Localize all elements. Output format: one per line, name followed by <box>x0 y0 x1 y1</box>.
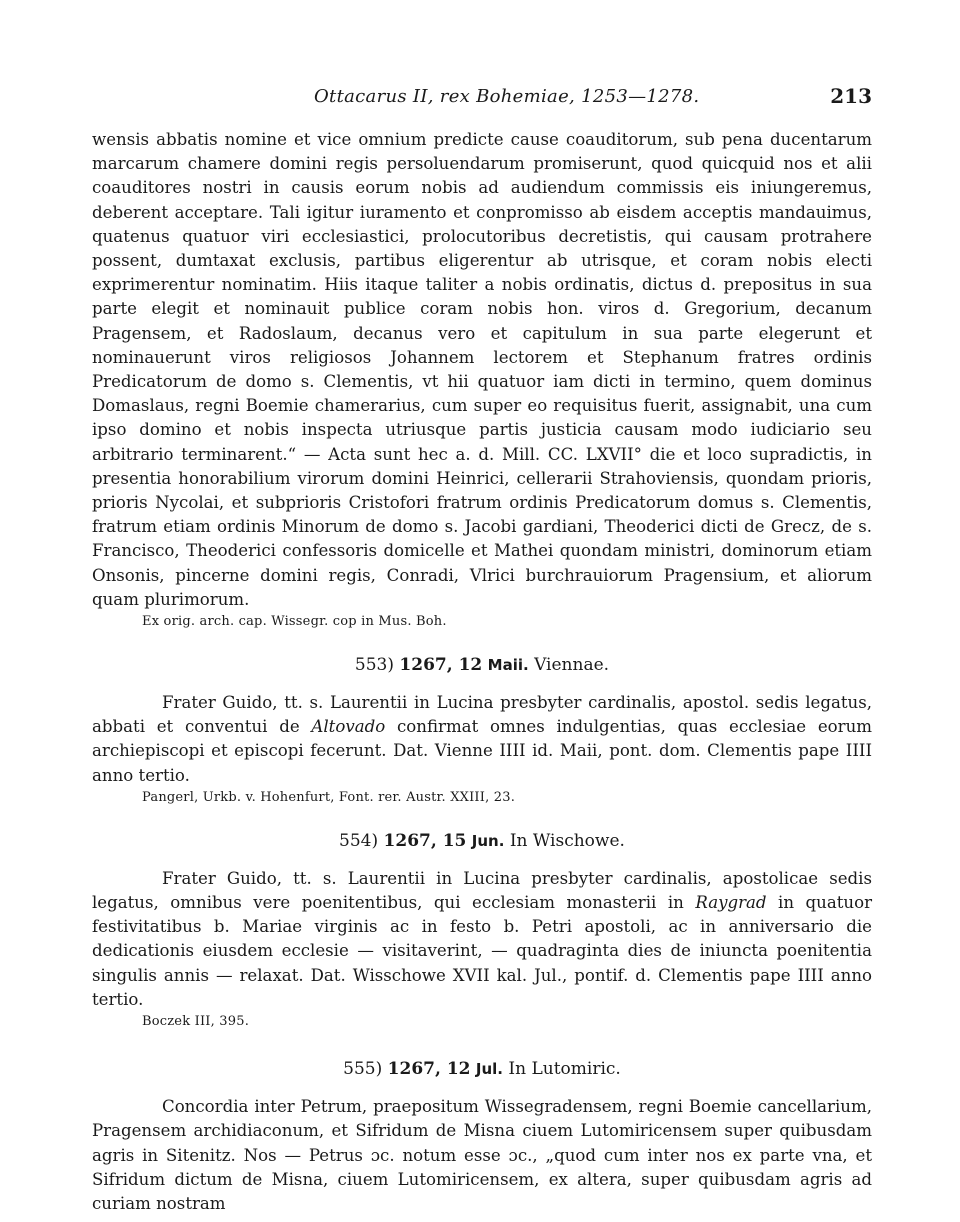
document-554-date: 1267, 15 <box>383 830 467 851</box>
page-number: 213 <box>830 84 872 108</box>
document-555-text: Concordia inter Petrum, praepositum Wissegradensem, regni Boemie cancellarium, Pragensem archidiaconum, et Sifridum de Misna ciuem Lutomiricensem super quibusdam agris in Sitenitz. Nos — Petrus ɔc. notum esse ɔc., „quod cum inter nos ex parte vna, et Sifridum dictum de Misna, ciuem Lutomiricensem, ex altera, super quibusdam agris ad curiam nostram <box>92 1097 872 1213</box>
document-555-heading <box>92 1057 872 1081</box>
document-554-place-name: Raygrad <box>695 893 767 913</box>
document-554-place: In Wischowe. <box>509 830 625 851</box>
document-554-source: Boczek III, 395. <box>142 1014 250 1030</box>
document-553-place: Viennae. <box>534 655 610 676</box>
document-552-source: Ex orig. arch. cap. Wissegr. cop in Mus. Boh. <box>142 614 447 630</box>
document-555-date: 1267, 12 <box>387 1059 471 1080</box>
document-553-month: Maii. <box>487 656 529 675</box>
document-554 <box>92 829 872 1031</box>
document-553 <box>92 653 872 807</box>
running-title: Ottacarus II, rex Bohemiae, 1253—1278. <box>314 86 700 107</box>
document-555-month: Jul. <box>475 1060 503 1079</box>
document-553-source: Pangerl, Urkb. v. Hohenfurt, Font. rer. Austr. XXIII, 23. <box>142 789 516 805</box>
running-header <box>92 86 872 112</box>
document-554-month: Jun. <box>471 831 505 850</box>
document-552 <box>92 128 872 631</box>
document-553-date: 1267, 12 <box>399 655 483 676</box>
document-553-number: 553) <box>354 655 395 676</box>
document-554-text-before: Frater Guido, tt. s. Laurentii in Lucina presbyter cardinalis, apostolicae sedis legatus, omnibus vere poenitentibus, qui ecclesiam monasterii in <box>92 868 872 913</box>
document-554-text <box>92 867 872 1012</box>
document-555-number: 555) <box>343 1059 383 1080</box>
document-553-text-before: Frater Guido, tt. s. Laurentii in Lucina presbyter cardinalis, apostol. sedis legatus, abbati et conventui de <box>92 693 872 737</box>
document-553-text <box>92 691 872 788</box>
document-555 <box>92 1057 872 1216</box>
document-552-text: wensis abbatis nomine et vice omnium predicte cause coauditorum, sub pena ducentarum marcarum chamere domini regis persoluendarum promiserunt, quod quicquid nos et alii coauditores nostri in causis eorum nobis ad audiendum commissis eis iniungeremus, deberent acceptare. Tali igitur iuramento et conpromisso ab eisdem acceptis mandauimus, quatenus quatuor viri ecclesiastici, prolocutoribus decretistis, qui causam protrahere possent, dumtaxat exclusis, partibus eligerentur ab utrisque, et coram nobis electi exprimerentur nominatim. Hiis itaque taliter a nobis ordinatis, dictus d. prepositus in sua parte elegit et nominauit publice coram nobis hon. viros d. Gregorium, decanum Pragensem, et Radoslaum, decanus vero et capitulum in sua parte elegerunt et nominauerunt viros religiosos Johannem lectorem et Stephanum fratres ordinis Predicatorum de domo s. Clementis, vt hii quatuor iam dicti in termino, quem dominus Domaslaus, regni Boemie chamerarius, cum super eo requisitus fuerit, assignabit, una cum ipso domino et nobis inspecta utriusque partis justicia causam modo iudiciario seu arbitrario terminarent.“ — Acta sunt hec a. d. Mill. CC. LXVII° die et loco supradictis, in presentia honorabilium virorum domini Heinrici, cellerarii Strahoviensis, quondam prioris, prioris Nycolai, et subprioris Cristofori fratrum ordinis Predicatorum domus s. Clementis, fratrum etiam ordinis Minorum de domo s. Jacobi gardiani, Theoderici dicti de Grecz, de s. Francisco, Theoderici confessoris domicelle et Mathei quondam ministri, dominorum etiam Onsonis, pincerne domini regis, Conradi, Vlrici burchrauiorum Pragensium, et aliorum quam plurimorum. <box>92 130 872 609</box>
document-554-text-after: in quatuor festivitatibus b. Mariae virginis ac in festo b. Petri apostoli, ac in anniversario die dedicationis eiusdem ecclesie — visitaverint, — quadraginta dies de iniuncta poenitentia singulis annis — relaxat. Dat. Wisschowe XVII kal. Jul., pontif. d. Clementis pape IIII anno tertio. <box>92 893 872 1009</box>
document-554-number: 554) <box>339 830 379 851</box>
document-553-place-name: Altovado <box>311 717 386 737</box>
document-555-place: In Lutomiric. <box>508 1059 621 1080</box>
document-553-text-after: confirmat omnes indulgentias, quas ecclesiae eorum archiepiscopi et episcopi fecerunt. Dat. Vienne IIII id. Maii, pont. dom. Clementis pape IIII anno tertio. <box>92 717 872 785</box>
document-553-heading <box>92 653 872 677</box>
body-text <box>92 128 872 1216</box>
document-554-heading <box>92 829 872 853</box>
